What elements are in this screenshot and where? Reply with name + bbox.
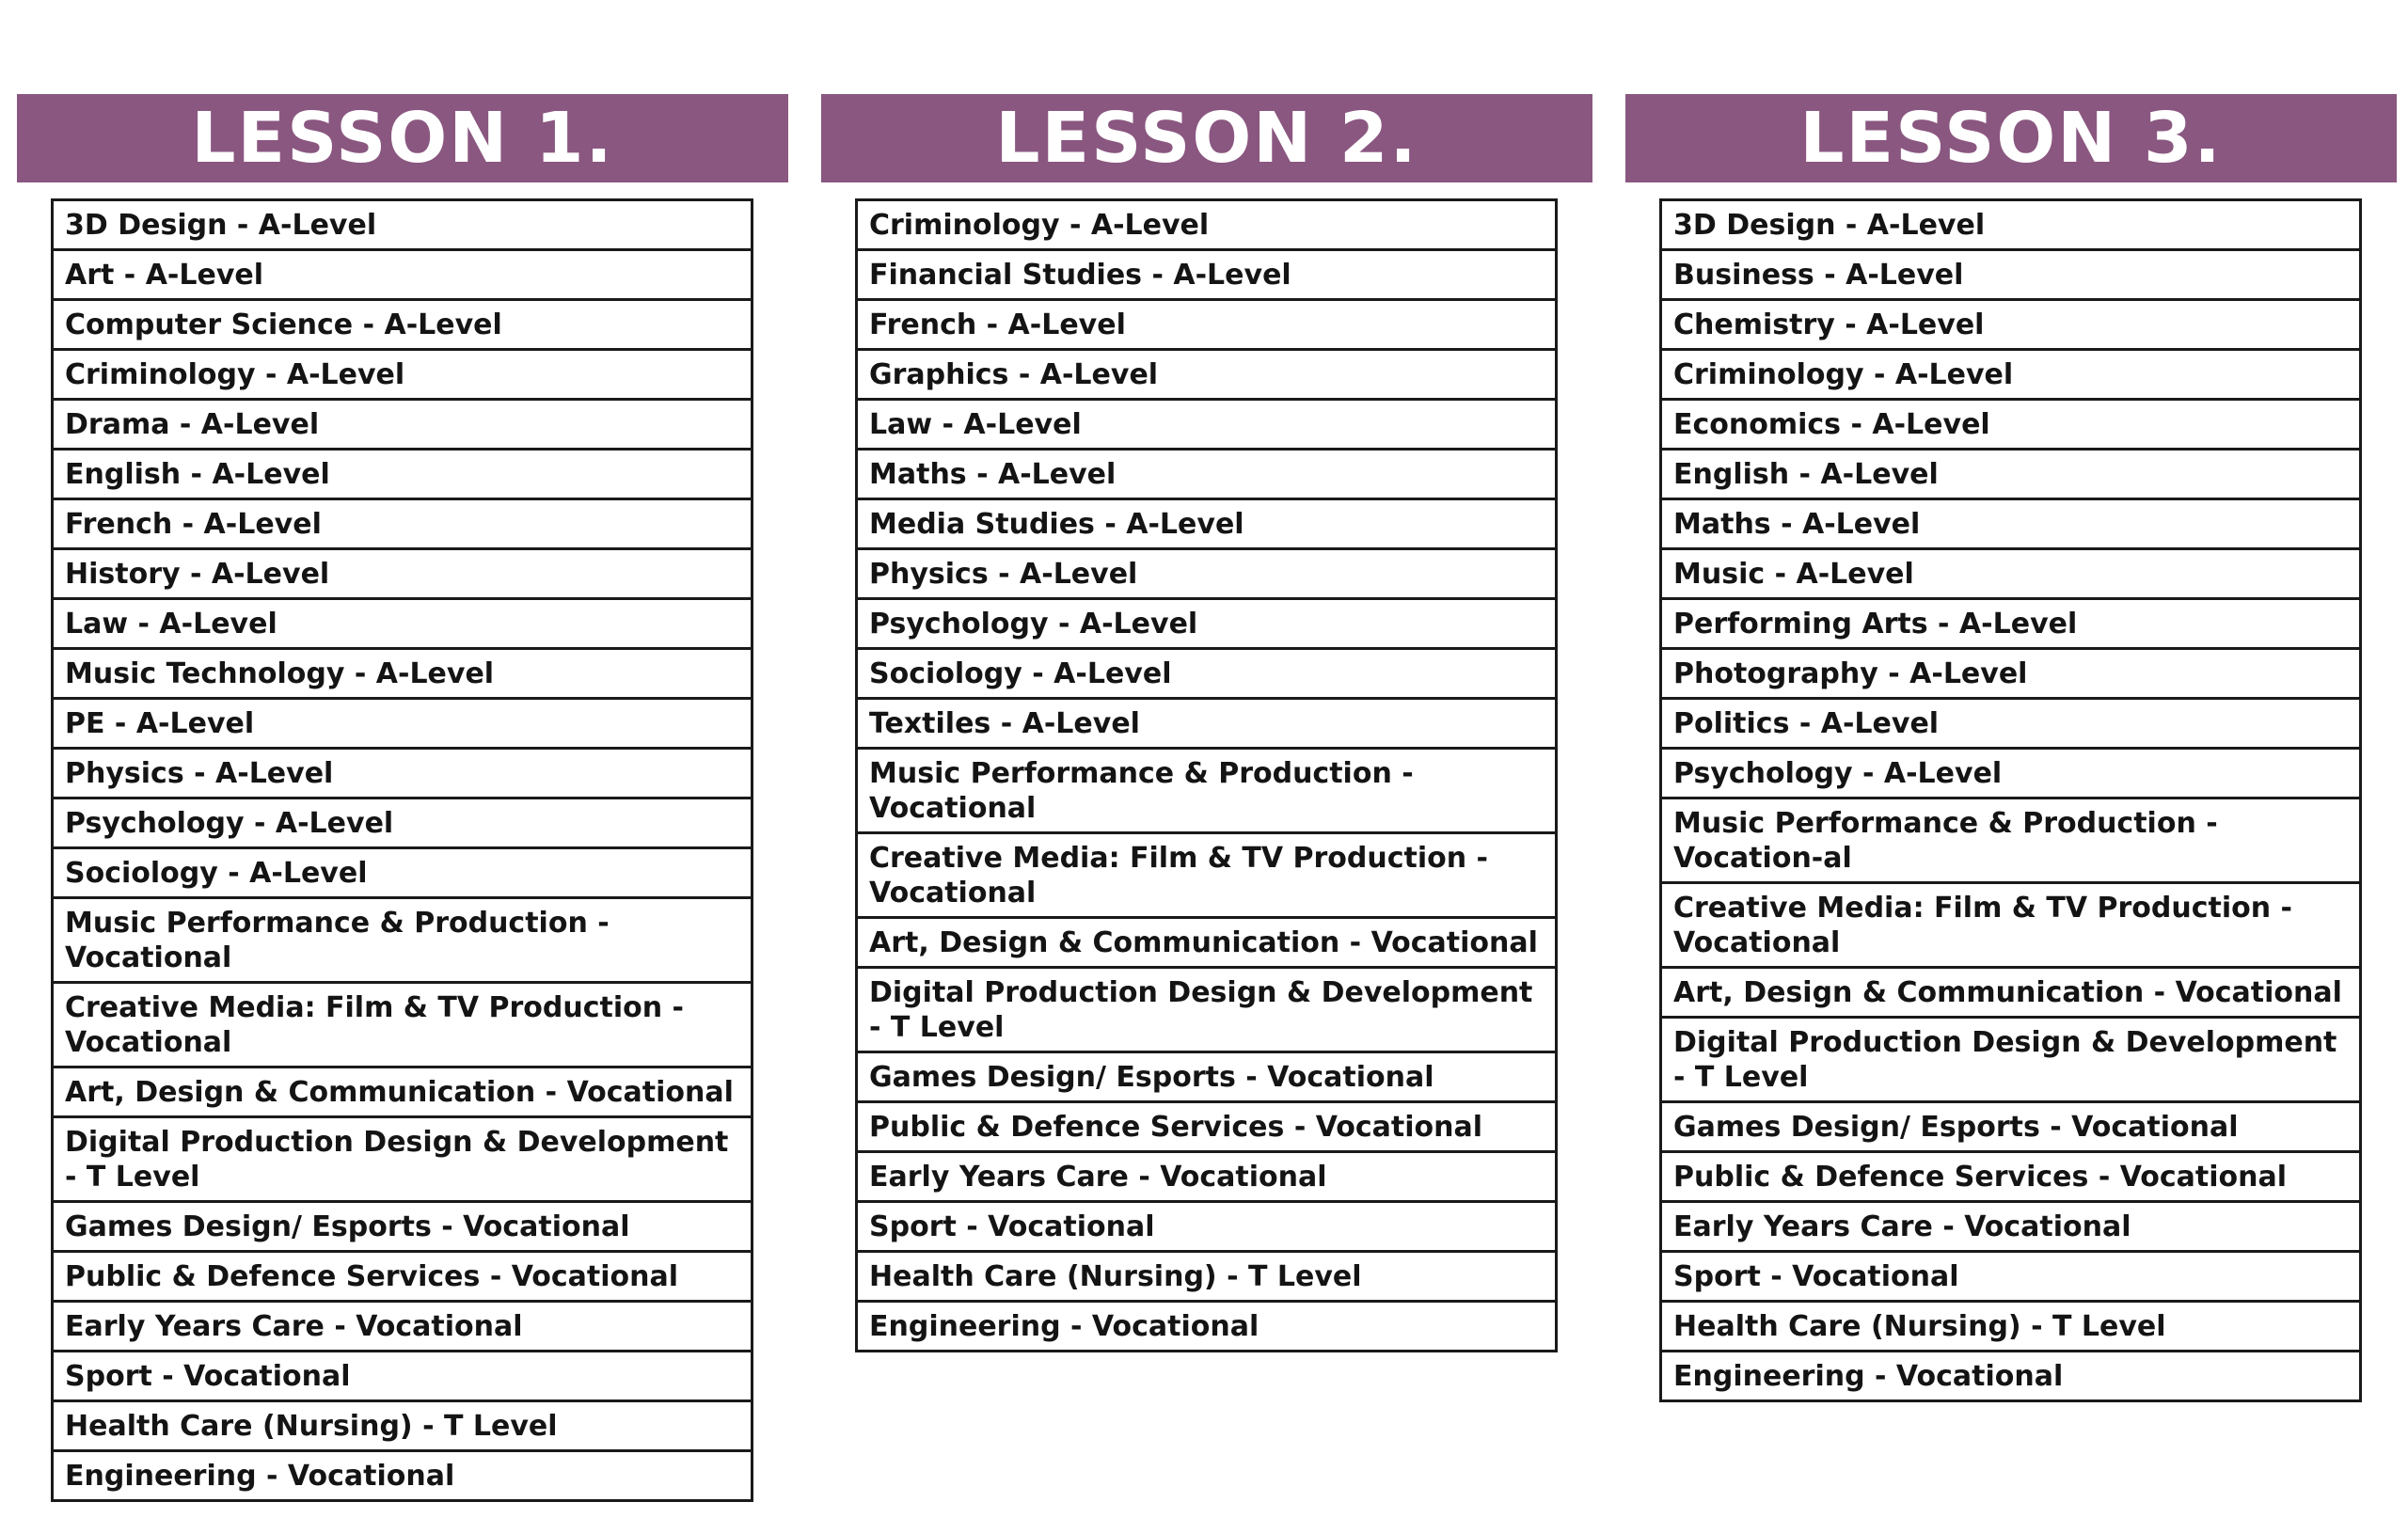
subject-row (53, 799, 752, 848)
subject-row (53, 1451, 752, 1501)
subject-row (857, 699, 1557, 749)
subject-row (53, 599, 752, 649)
subject-row (857, 1302, 1557, 1352)
subject-cell: Public & Defence Services - Vocational (53, 1252, 752, 1302)
subject-row (53, 1252, 752, 1302)
subject-cell: Public & Defence Services - Vocational (857, 1102, 1557, 1152)
subject-cell: Business - A-Level (1661, 250, 2361, 300)
lesson-1-header: LESSON 1. (17, 94, 788, 182)
subject-row (1661, 968, 2361, 1018)
subject-cell: Sociology - A-Level (53, 848, 752, 898)
subject-cell: Music Performance & Production - Vocational (857, 749, 1557, 833)
subject-row (53, 499, 752, 549)
subject-cell: PE - A-Level (53, 699, 752, 749)
subject-cell: Engineering - Vocational (857, 1302, 1557, 1352)
subject-row (53, 200, 752, 250)
lesson-2-subject-table (855, 198, 1558, 1352)
subject-row (53, 1067, 752, 1117)
subject-cell: Engineering - Vocational (53, 1451, 752, 1501)
subject-cell: Health Care (Nursing) - T Level (53, 1401, 752, 1451)
subject-row (857, 968, 1557, 1052)
subject-cell: Law - A-Level (53, 599, 752, 649)
subject-cell: Sociology - A-Level (857, 649, 1557, 699)
subject-cell: Early Years Care - Vocational (857, 1152, 1557, 1202)
subject-row (1661, 649, 2361, 699)
subject-cell: Drama - A-Level (53, 400, 752, 450)
subject-cell: Psychology - A-Level (1661, 749, 2361, 799)
subject-cell: Criminology - A-Level (53, 350, 752, 400)
subject-cell: Digital Production Design & Development - T Level (53, 1117, 752, 1202)
subject-row (857, 1202, 1557, 1252)
subject-row (1661, 1152, 2361, 1202)
subject-cell: Physics - A-Level (857, 549, 1557, 599)
subject-cell: Economics - A-Level (1661, 400, 2361, 450)
lesson-3-header: LESSON 3. (1625, 94, 2397, 182)
subject-cell: Maths - A-Level (857, 450, 1557, 499)
subject-cell: Health Care (Nursing) - T Level (1661, 1302, 2361, 1352)
subject-cell: Sport - Vocational (53, 1352, 752, 1401)
subject-row (53, 898, 752, 983)
subject-cell: French - A-Level (53, 499, 752, 549)
subject-cell: Art, Design & Communication - Vocational (53, 1067, 752, 1117)
subject-cell: Digital Production Design & Development - T Level (1661, 1018, 2361, 1102)
lesson-1-column (17, 94, 788, 1502)
subject-row (53, 450, 752, 499)
lesson-2-column (821, 94, 1592, 1352)
subject-row (857, 599, 1557, 649)
subject-row (1661, 1302, 2361, 1352)
subject-cell: Music - A-Level (1661, 549, 2361, 599)
subject-cell: Sport - Vocational (857, 1202, 1557, 1252)
subject-row (53, 549, 752, 599)
subject-cell: French - A-Level (857, 300, 1557, 350)
subject-cell: Law - A-Level (857, 400, 1557, 450)
subject-row (1661, 799, 2361, 883)
subject-row (857, 549, 1557, 599)
subject-row (1661, 1102, 2361, 1152)
subject-cell: Creative Media: Film & TV Production - Vocational (53, 983, 752, 1067)
subject-row (53, 1117, 752, 1202)
subject-row (1661, 883, 2361, 968)
subject-cell: Graphics - A-Level (857, 350, 1557, 400)
subject-cell: Creative Media: Film & TV Production - Vocational (857, 833, 1557, 918)
subject-row (857, 918, 1557, 968)
subject-row (857, 1152, 1557, 1202)
subject-row (53, 1401, 752, 1451)
lesson-3-subject-table (1659, 198, 2362, 1402)
subject-row (857, 499, 1557, 549)
subject-row (1661, 1202, 2361, 1252)
subject-row (1661, 250, 2361, 300)
subject-cell: English - A-Level (53, 450, 752, 499)
subject-cell: Criminology - A-Level (857, 200, 1557, 250)
subject-row (857, 400, 1557, 450)
subject-cell: Music Performance & Production - Vocational (53, 898, 752, 983)
subject-row (1661, 1252, 2361, 1302)
subject-cell: Games Design/ Esports - Vocational (53, 1202, 752, 1252)
subject-row (857, 1252, 1557, 1302)
subject-cell: Maths - A-Level (1661, 499, 2361, 549)
subject-cell: Art, Design & Communication - Vocational (1661, 968, 2361, 1018)
subject-cell: 3D Design - A-Level (53, 200, 752, 250)
subject-cell: Photography - A-Level (1661, 649, 2361, 699)
subject-row (1661, 200, 2361, 250)
subject-cell: Criminology - A-Level (1661, 350, 2361, 400)
subject-row (1661, 549, 2361, 599)
lesson-3-column (1625, 94, 2397, 1402)
subject-cell: Public & Defence Services - Vocational (1661, 1152, 2361, 1202)
subject-row (857, 250, 1557, 300)
subject-row (53, 1202, 752, 1252)
subject-row (1661, 699, 2361, 749)
subject-cell: Games Design/ Esports - Vocational (857, 1052, 1557, 1102)
subject-row (857, 200, 1557, 250)
subject-row (1661, 350, 2361, 400)
subject-row (857, 300, 1557, 350)
subject-cell: Media Studies - A-Level (857, 499, 1557, 549)
subject-cell: History - A-Level (53, 549, 752, 599)
subject-row (1661, 1018, 2361, 1102)
subject-cell: Textiles - A-Level (857, 699, 1557, 749)
subject-cell: Music Technology - A-Level (53, 649, 752, 699)
subject-cell: Digital Production Design & Development - T Level (857, 968, 1557, 1052)
subject-row (1661, 1352, 2361, 1401)
subject-cell: Sport - Vocational (1661, 1252, 2361, 1302)
subject-cell: Early Years Care - Vocational (53, 1302, 752, 1352)
subject-cell: Art, Design & Communication - Vocational (857, 918, 1557, 968)
subject-row (53, 300, 752, 350)
subject-cell: Art - A-Level (53, 250, 752, 300)
subject-cell: Creative Media: Film & TV Production - Vocational (1661, 883, 2361, 968)
lesson-2-header: LESSON 2. (821, 94, 1592, 182)
subject-row (53, 699, 752, 749)
subject-row (53, 749, 752, 799)
subject-cell: Games Design/ Esports - Vocational (1661, 1102, 2361, 1152)
subject-cell: Chemistry - A-Level (1661, 300, 2361, 350)
subject-cell: Health Care (Nursing) - T Level (857, 1252, 1557, 1302)
subject-cell: Psychology - A-Level (53, 799, 752, 848)
subject-row (1661, 450, 2361, 499)
subject-row (1661, 300, 2361, 350)
subject-row (857, 1052, 1557, 1102)
subject-cell: Early Years Care - Vocational (1661, 1202, 2361, 1252)
subject-row (53, 250, 752, 300)
subject-row (53, 983, 752, 1067)
subject-row (53, 848, 752, 898)
subject-cell: Politics - A-Level (1661, 699, 2361, 749)
subject-row (857, 749, 1557, 833)
subject-row (1661, 400, 2361, 450)
subject-row (857, 833, 1557, 918)
subject-cell: Music Performance & Production - Vocation-al (1661, 799, 2361, 883)
subject-row (857, 649, 1557, 699)
subject-row (53, 400, 752, 450)
subject-cell: Computer Science - A-Level (53, 300, 752, 350)
subject-cell: Engineering - Vocational (1661, 1352, 2361, 1401)
subject-cell: 3D Design - A-Level (1661, 200, 2361, 250)
subject-row (53, 1352, 752, 1401)
subject-row (857, 350, 1557, 400)
subject-cell: Physics - A-Level (53, 749, 752, 799)
subject-row (53, 350, 752, 400)
subject-row (857, 450, 1557, 499)
subject-row (1661, 599, 2361, 649)
subject-row (1661, 749, 2361, 799)
subject-row (857, 1102, 1557, 1152)
subject-cell: Financial Studies - A-Level (857, 250, 1557, 300)
subject-row (53, 649, 752, 699)
subject-row (53, 1302, 752, 1352)
subject-cell: Psychology - A-Level (857, 599, 1557, 649)
subject-cell: Performing Arts - A-Level (1661, 599, 2361, 649)
lesson-1-subject-table (51, 198, 753, 1502)
subject-row (1661, 499, 2361, 549)
subject-cell: English - A-Level (1661, 450, 2361, 499)
